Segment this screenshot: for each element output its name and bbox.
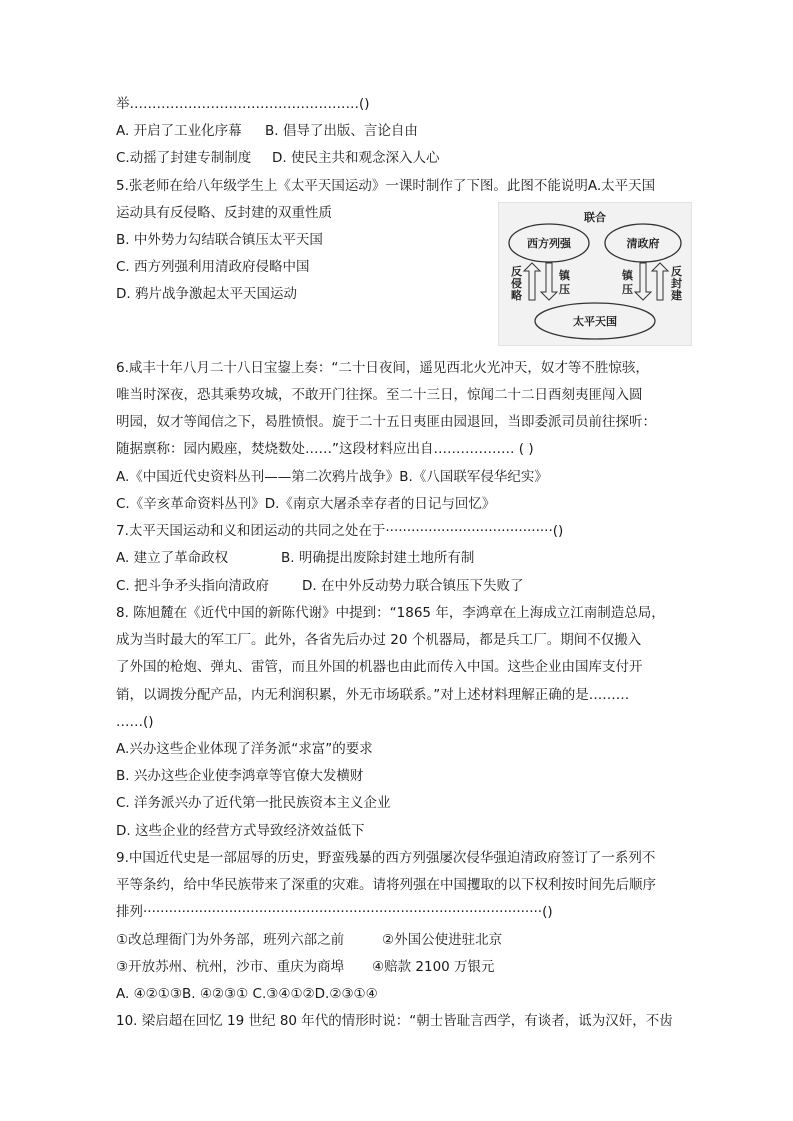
q8-stem-line1: 8. 陈旭麓在《近代中国的新陈代谢》中提到：“1865 年，李鸿章在上海成立江南制造总局， (116, 605, 665, 621)
q6-stem-line1: 6.咸丰十年八月二十八日宝鋆上奏：“二十日夜间，遥见西北火光冲天，奴才等不胜惊骇， (116, 360, 649, 376)
q5-option-d: D. 鸦片战争激起太平天国运动 (116, 286, 297, 302)
q9-item-1: ①改总理衙门为外务部，班列六部之前 (116, 932, 345, 948)
q7-stem: 7.太平天国运动和义和团运动的共同之处在于·······································() (116, 523, 564, 539)
q5-option-b: B. 中外势力勾结联合镇压太平天国 (116, 232, 323, 248)
q7-option-a: A. 建立了革命政权 (116, 550, 229, 566)
q7-option-c: C. 把斗争矛头指向清政府 (116, 578, 270, 594)
label-anti-feudal-1: 反 (671, 265, 682, 278)
q6-options-cd: C.《辛亥革命资料丛刊》D.《南京大屠杀幸存者的日记与回忆》 (116, 496, 496, 512)
q8-stem-line3: 了外国的枪炮、弹丸、雷管，而且外国的机器也由此而传入中国。这些企业由国库支付开 (116, 659, 643, 675)
q6-options-ab: A.《中国近代史资料丛刊——第二次鸦片战争》B.《八国联军侵华纪实》 (116, 469, 548, 485)
q8-option-d: D. 这些企业的经营方式导致经济效益低下 (116, 823, 365, 839)
q4-option-c: C.动摇了封建专制制度 (116, 150, 252, 166)
q6-stem-line2: 唯当时深夜，恐其乘势攻城，不敢开门往探。至二十三日，惊闻二十二日酉刻夷匪闯入圆 (116, 387, 643, 403)
diagram-label-alliance: 联合 (584, 211, 606, 224)
node-qing-government-label: 清政府 (626, 237, 660, 250)
q9-options: A. ④②①③B. ④②③① C.③④①②D.②③①④ (116, 986, 378, 1002)
label-suppress-left-2: 压 (559, 283, 570, 296)
q8-stem-line5: ……() (116, 714, 154, 730)
label-resist-aggression-2: 侵 (511, 277, 522, 290)
q8-option-a: A.兴办这些企业体现了洋务派“求富”的要求 (116, 741, 373, 757)
label-resist-aggression-3: 略 (511, 289, 522, 302)
label-anti-feudal-3: 建 (671, 289, 682, 302)
label-suppress-right-1: 镇 (622, 269, 633, 282)
q9-item-3: ③开放苏州、杭州，沙市、重庆为商埠 (116, 959, 345, 975)
diagram-canvas (499, 203, 691, 345)
q4-stem-tail: 举……………………………………………() (116, 96, 370, 112)
label-anti-feudal-2: 封 (671, 277, 682, 290)
node-western-powers-label: 西方列强 (527, 237, 571, 250)
q10-stem-line1: 10. 梁启超在回忆 19 世纪 80 年代的情形时说：“朝士皆耻言西学，有谈者，诋为汉奸，不齿 (116, 1013, 673, 1029)
label-suppress-right-2: 压 (622, 283, 633, 296)
q8-option-c: C. 洋务派兴办了近代第一批民族资本主义企业 (116, 795, 391, 811)
q5-stem-line1: 5.张老师在给八年级学生上《太平天国运动》一课时制作了下图。此图不能说明A.太平天国 (116, 178, 656, 194)
q4-option-a: A. 开启了工业化序幕 (116, 123, 242, 139)
label-resist-aggression-1: 反 (511, 265, 522, 278)
arrow-down-icon (635, 263, 651, 300)
q6-stem-line4: 随据禀称：园内殿座，焚烧数处……”这段材料应出自……………… ( ) (116, 441, 534, 457)
q9-item-2: ②外国公使进驻北京 (382, 932, 503, 948)
q8-stem-line2: 成为当时最大的军工厂。此外，各省先后办过 20 个机器局，都是兵工厂。期间不仅搬入 (116, 632, 642, 648)
q9-stem-line2: 平等条约，给中华民族带来了深重的灾难。请将列强在中国攫取的以下权利按时间先后顺序 (116, 877, 656, 893)
q9-stem-line1: 9.中国近代史是一部屈辱的历史，野蛮残暴的西方列强屡次侵华强迫清政府签订了一系列不 (116, 850, 656, 866)
q8-option-b: B. 兴办这些企业使李鸿章等官僚大发横财 (116, 768, 364, 784)
q4-option-d: D. 使民主共和观念深入人心 (272, 150, 440, 166)
q9-stem-line3: 排列·····························································································() (116, 904, 553, 920)
q5-stem-line2: 运动具有反侵略、反封建的双重性质 (116, 205, 332, 221)
label-suppress-left-1: 镇 (559, 269, 570, 282)
arrow-up-icon (652, 263, 668, 300)
q7-option-b: B. 明确提出废除封建土地所有制 (281, 550, 475, 566)
arrow-down-icon (541, 263, 557, 300)
q7-option-d: D. 在中外反动势力联合镇压下失败了 (302, 578, 524, 594)
q4-option-b: B. 倡导了出版、言论自由 (265, 123, 418, 139)
q9-item-4: ④赔款 2100 万银元 (372, 959, 495, 975)
q6-stem-line3: 明园，奴才等闻信之下，曷胜愤恨。旋于二十五日夷匪由园退回，当即委派司员前往探听： (116, 414, 656, 430)
arrow-up-icon (524, 263, 540, 300)
q8-stem-line4: 销，以调拨分配产品，内无利润积累，外无市场联系。”对上述材料理解正确的是……… (116, 687, 630, 703)
q5-option-c: C. 西方列强利用清政府侵略中国 (116, 259, 310, 275)
taiping-relation-diagram (498, 202, 692, 346)
node-taiping-label: 太平天国 (573, 315, 617, 328)
